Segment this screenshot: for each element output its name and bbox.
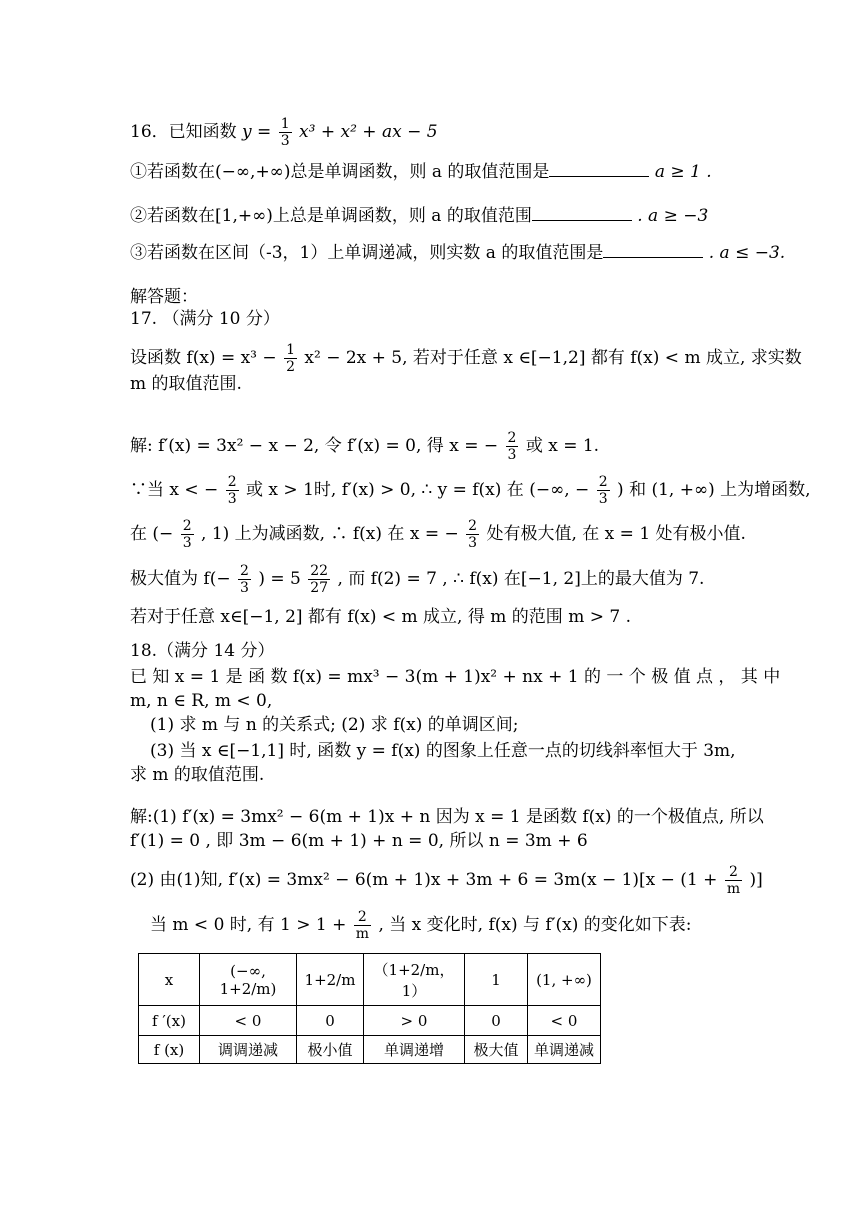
q18-stem-line3: (1) 求 m 与 n 的关系式; (2) 求 f(x) 的单调区间; [150, 715, 519, 735]
q17-solution-5: 若对于任意 x∈[−1, 2] 都有 f(x) < m 成立, 得 m 的范围 m > 7 . [130, 607, 631, 627]
fraction: $\frac{2}{3}$ [227, 474, 237, 507]
fraction: $\frac{2}{3}$ [598, 474, 608, 507]
table-cell: 单调递减 [528, 1036, 601, 1064]
table-cell: 0 [465, 1006, 528, 1036]
table-cell: x [139, 954, 200, 1006]
table-cell: (1, +∞) [528, 954, 601, 1006]
fraction: $\frac{2}{3}$ [239, 563, 249, 596]
variation-table [138, 953, 601, 1064]
table-cell: (−∞, 1+2/m) [200, 954, 297, 1006]
fraction: $\frac{2}{3}$ [182, 518, 192, 551]
q16-part2: ②若函数在[1,+∞)上总是单调函数，则 a 的取值范围 . a ≥ −3 [130, 206, 709, 226]
fraction: $\frac{2}{3}$ [468, 518, 478, 551]
q17-solution-2: ∵当 x < − $\frac{2}{3}$ 或 x > 1时, f′(x) > 0, ∴ y = f(x) 在 (−∞, − $\frac{2}{3}$ ) 和 (1, +∞) 上为增函数, [130, 474, 811, 507]
q18-head: 18.（满分 14 分） [130, 641, 275, 661]
table-cell: 1 [465, 954, 528, 1006]
answer-blank [549, 162, 649, 177]
table-cell: f ′(x) [139, 1006, 200, 1036]
fraction: $\frac{2}{3}$ [507, 430, 517, 463]
table-row [139, 1036, 601, 1064]
q18-solution-3: (2) 由(1)知, f′(x) = 3mx² − 6(m + 1)x + 3m + 6 = 3m(x − 1)[x − (1 + $\frac{2}{m}$ )] [130, 864, 763, 897]
table-cell: （1+2/m，1） [364, 954, 465, 1006]
q18-stem-line5: 求 m 的取值范围. [130, 765, 265, 785]
q17-solution-1: 解: f′(x) = 3x² − x − 2, 令 f′(x) = 0, 得 x = − $\frac{2}{3}$ 或 x = 1. [130, 430, 600, 463]
table-row [139, 1006, 601, 1036]
table-cell: 单调递增 [364, 1036, 465, 1064]
table-cell: 1+2/m [297, 954, 364, 1006]
table-cell: > 0 [364, 1006, 465, 1036]
answer-blank [532, 206, 632, 221]
q17-stem-line2: m 的取值范围. [130, 374, 242, 394]
table-cell: 调调递减 [200, 1036, 297, 1064]
table-cell: f (x) [139, 1036, 200, 1064]
q18-stem-line2: m, n ∈ R, m < 0, [130, 691, 273, 711]
table-cell: < 0 [200, 1006, 297, 1036]
q18-solution-4: 当 m < 0 时, 有 1 > 1 + $\frac{2}{m}$ , 当 x 变化时, f(x) 与 f′(x) 的变化如下表: [150, 909, 692, 942]
q17-solution-4: 极大值为 f(− $\frac{2}{3}$ ) = 5 $\frac{22}{27}$ , 而 f(2) = 7 , ∴ f(x) 在[−1, 2]上的最大值为 7. [130, 563, 705, 596]
q17-head: 17. （满分 10 分） [130, 309, 280, 329]
q17-stem-line1: 设函数 f(x) = x³ − $\frac{1}{2}$ x² − 2x + 5, 若对于任意 x ∈[−1,2] 都有 f(x) < m 成立, 求实数 [130, 342, 802, 375]
fraction: $\frac{2}{m}$ [355, 909, 370, 942]
table-row [139, 954, 601, 1006]
q16-part1: ①若函数在(−∞,+∞)总是单调函数，则 a 的取值范围是 a ≥ 1 . [130, 162, 712, 182]
q18-solution-1: 解:(1) f′(x) = 3mx² − 6(m + 1)x + n 因为 x = 1 是函数 f(x) 的一个极值点, 所以 [130, 807, 764, 827]
answer-blank [603, 243, 703, 258]
fraction: $\frac{1}{3}$ [280, 116, 290, 149]
q18-solution-2: f′(1) = 0 , 即 3m − 6(m + 1) + n = 0, 所以 n = 3m + 6 [130, 831, 588, 851]
q16-stem: 16．已知函数 y = $\frac{1}{3}$ x³ + x² + ax − 5 [130, 116, 438, 149]
table-cell: 0 [297, 1006, 364, 1036]
table-cell: 极大值 [465, 1036, 528, 1064]
table-cell: < 0 [528, 1006, 601, 1036]
q18-stem-line1: 已 知 x = 1 是 函 数 f(x) = mx³ − 3(m + 1)x² + nx + 1 的 一 个 极 值 点 ， 其 中 [130, 667, 781, 687]
fraction: $\frac{22}{27}$ [310, 563, 329, 596]
q16-part3: ③若函数在区间（-3，1）上单调递减，则实数 a 的取值范围是 . a ≤ −3. [130, 243, 786, 263]
q18-stem-line4: (3) 当 x ∈[−1,1] 时, 函数 y = f(x) 的图象上任意一点的切线斜率恒大于 3m, [150, 741, 736, 761]
table-cell: 极小值 [297, 1036, 364, 1064]
fraction: $\frac{1}{2}$ [286, 342, 295, 375]
q17-solution-3: 在 (− $\frac{2}{3}$ , 1) 上为减函数, ∴ f(x) 在 x = − $\frac{2}{3}$ 处有极大值, 在 x = 1 处有极小值. [130, 518, 746, 551]
section-title: 解答题： [130, 287, 198, 307]
fraction: $\frac{2}{m}$ [726, 864, 741, 897]
